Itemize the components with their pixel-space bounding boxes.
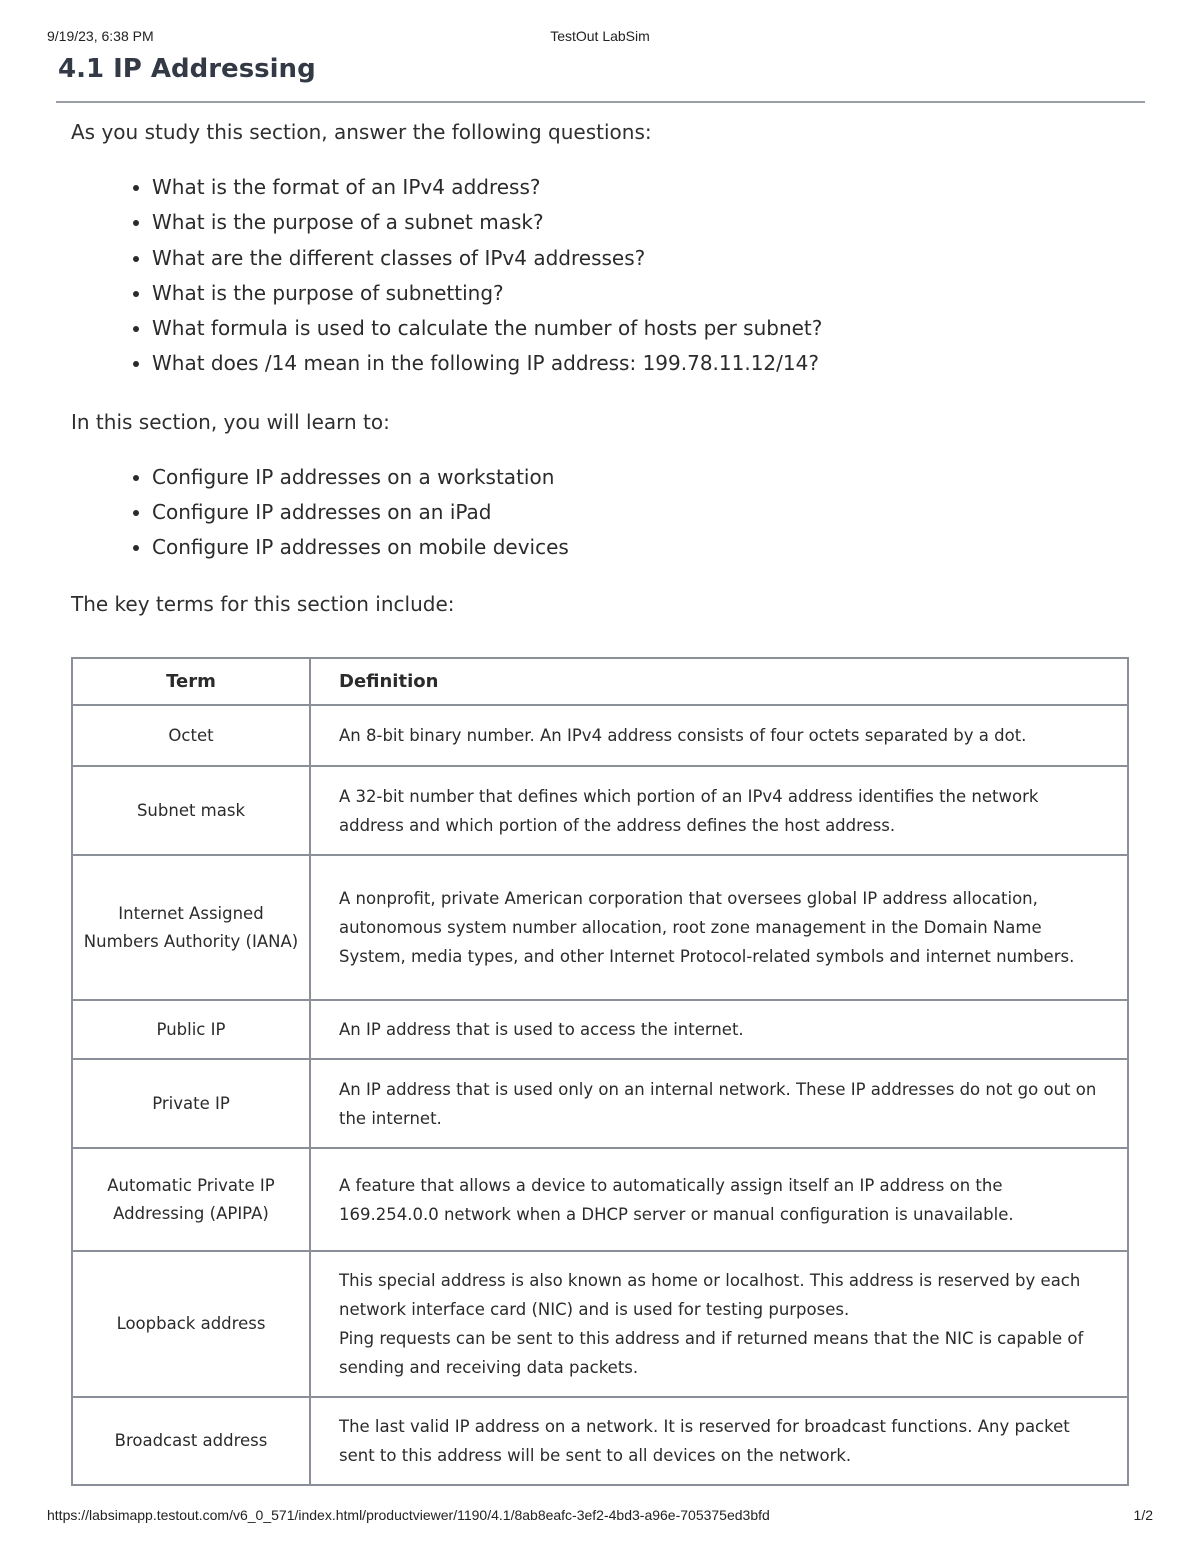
- table-row: [72, 1059, 1128, 1148]
- table-row: [72, 705, 1128, 766]
- questions-list: [71, 170, 1131, 382]
- learn-list: [71, 460, 1131, 566]
- table-row: [72, 1251, 1128, 1397]
- term-cell: Subnet mask: [72, 766, 310, 855]
- print-date: 9/19/23, 6:38 PM: [47, 28, 154, 44]
- term-cell: Broadcast address: [72, 1397, 310, 1485]
- questions-intro: As you study this section, answer the following questions:: [71, 120, 652, 144]
- print-site-title: TestOut LabSim: [550, 28, 650, 44]
- term-cell: Internet Assigned Numbers Authority (IANA): [72, 855, 310, 1000]
- list-item: • Configure IP addresses on mobile devices: [152, 530, 1131, 565]
- list-item: • What is the format of an IPv4 address?: [152, 170, 1131, 205]
- learn-intro: In this section, you will learn to:: [71, 409, 390, 434]
- list-item: • Configure IP addresses on an iPad: [152, 495, 1131, 530]
- list-item: • What are the different classes of IPv4 addresses?: [152, 241, 1131, 276]
- term-cell: Loopback address: [72, 1251, 310, 1397]
- definition-cell: [310, 1251, 1128, 1397]
- title-divider: [56, 101, 1145, 103]
- column-header-term: Term: [72, 658, 310, 705]
- term-cell: Octet: [72, 705, 310, 766]
- term-cell: Private IP: [72, 1059, 310, 1148]
- key-terms-table: [71, 657, 1129, 1486]
- print-header: [47, 28, 1153, 48]
- table-row: [72, 1148, 1128, 1251]
- list-item: • What is the purpose of a subnet mask?: [152, 205, 1131, 240]
- table-row: [72, 1000, 1128, 1059]
- table-row: [72, 766, 1128, 855]
- definition-cell: A 32-bit number that defines which portion of an IPv4 address identifies the network address and which portion of the address defines the host address.: [310, 766, 1128, 855]
- column-header-definition: Definition: [310, 658, 1128, 705]
- definition-cell: An 8-bit binary number. An IPv4 address consists of four octets separated by a dot.: [310, 705, 1128, 766]
- definition-paragraph: This special address is also known as home or localhost. This address is reserved by each network interface card (NIC) and is used for testing purposes.: [339, 1271, 1081, 1319]
- table-header-row: [72, 658, 1128, 705]
- definition-paragraph: Ping requests can be sent to this address and if returned means that the NIC is capable of sending and receiving data packets.: [339, 1329, 1084, 1377]
- table-row: [72, 1397, 1128, 1485]
- definition-cell: A nonprofit, private American corporation that oversees global IP address allocation, autonomous system number allocation, root zone management in the Domain Name System, media types, and other Internet Protocol-related symbols and internet numbers.: [310, 855, 1128, 1000]
- list-item: • What does /14 mean in the following IP address: 199.78.11.12/14?: [152, 346, 1131, 381]
- print-footer: [47, 1507, 1153, 1527]
- list-item: • Configure IP addresses on a workstation: [152, 460, 1131, 495]
- page-number: 1/2: [1133, 1507, 1153, 1523]
- page-url: https://labsimapp.testout.com/v6_0_571/index.html/productviewer/1190/4.1/8ab8eafc-3ef2-4bd3-a96e-705375ed3bfd: [47, 1507, 770, 1523]
- terms-intro: The key terms for this section include:: [71, 591, 455, 616]
- definition-cell: A feature that allows a device to automatically assign itself an IP address on the 169.254.0.0 network when a DHCP server or manual configuration is unavailable.: [310, 1148, 1128, 1251]
- term-cell: Automatic Private IP Addressing (APIPA): [72, 1148, 310, 1251]
- page-title: 4.1 IP Addressing: [58, 54, 316, 84]
- term-cell: Public IP: [72, 1000, 310, 1059]
- definition-cell: The last valid IP address on a network. It is reserved for broadcast functions. Any packet sent to this address will be sent to all devices on the network.: [310, 1397, 1128, 1485]
- section-body: [71, 116, 1131, 620]
- list-item: • What formula is used to calculate the number of hosts per subnet?: [152, 311, 1131, 346]
- table-row: [72, 855, 1128, 1000]
- definition-cell: An IP address that is used to access the internet.: [310, 1000, 1128, 1059]
- definition-cell: An IP address that is used only on an internal network. These IP addresses do not go out on the internet.: [310, 1059, 1128, 1148]
- list-item: • What is the purpose of subnetting?: [152, 276, 1131, 311]
